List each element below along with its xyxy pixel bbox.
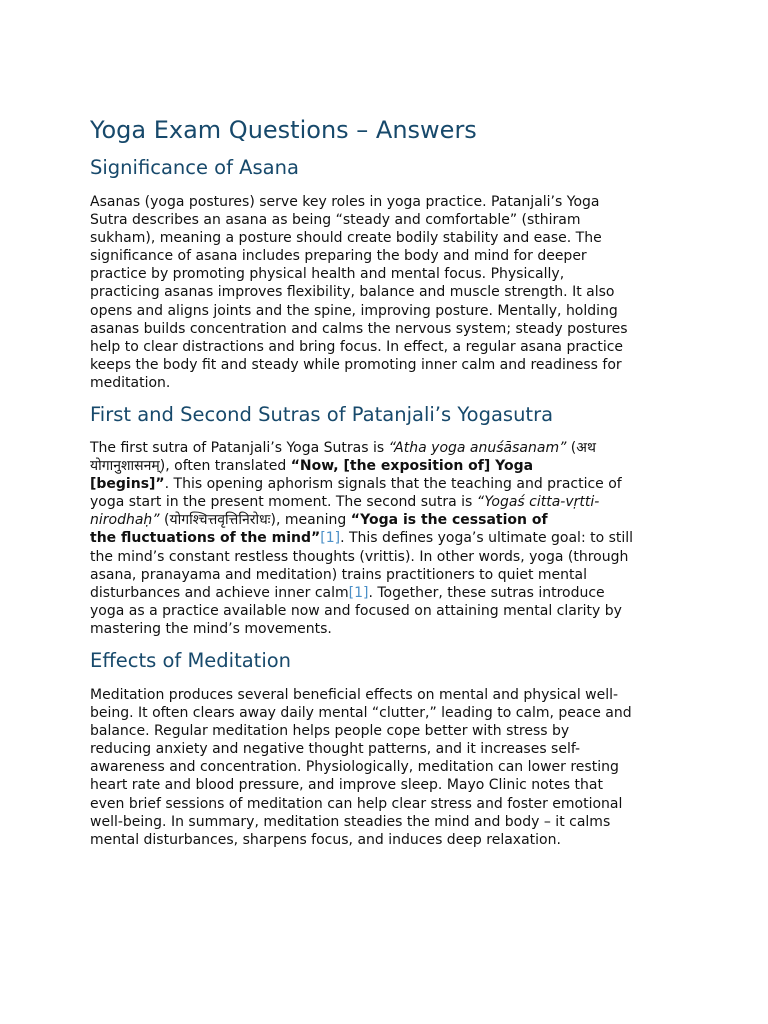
text-run: (योगश्चित्तवृत्तिनिरोधः), meaning [159, 512, 351, 529]
text-line: practice by promoting physical health and mental focus. Physically, [90, 266, 565, 283]
citation-link[interactable]: [1] [320, 530, 341, 547]
translation-bold: “Yoga is the cessation of [350, 512, 548, 529]
text-run: (अथ [566, 440, 596, 456]
translation-bold: “Now, [the exposition of] Yoga [290, 458, 534, 475]
text-line: sukham), meaning a posture should create bodily stability and ease. The [90, 230, 602, 247]
translation-bold: [begins]” [90, 476, 165, 493]
text-line [90, 584, 680, 602]
heading-significance-of-asana: Significance of Asana [90, 156, 299, 179]
citation-link[interactable]: [1] [348, 584, 369, 601]
text-line: yoga as a practice available now and focused on attaining mental clarity by [90, 602, 622, 619]
text-line: reducing anxiety and negative thought patterns, and it increases self- [90, 741, 581, 758]
text-run: योगानुशासनम्), often translated [90, 458, 291, 475]
text-line: mental disturbances, sharpens focus, and induces deep relaxation. [90, 831, 561, 848]
translation-bold: the fluctuations of the mind” [90, 530, 321, 547]
text-line: being. It often clears away daily mental “clutter,” leading to calm, peace and [90, 705, 632, 722]
paragraph-sutras [90, 439, 680, 638]
document-title: Yoga Exam Questions – Answers [90, 116, 477, 144]
text-line [90, 493, 680, 511]
sanskrit-transliteration: “Yogaś citta-vṛtti- [476, 494, 600, 511]
text-line [90, 439, 680, 457]
text-line: Sutra describes an asana as being “steady and comfortable” (sthiram [90, 212, 581, 229]
text-run: yoga start in the present moment. The second sutra is [90, 494, 477, 511]
sanskrit-transliteration: nirodhaḥ” [90, 512, 160, 529]
text-run: . Together, these sutras introduce [368, 584, 605, 601]
text-line: meditation. [90, 374, 171, 391]
text-line: well-being. In summary, meditation steadies the mind and body – it calms [90, 813, 611, 830]
text-line: asana, pranayama and meditation) trains practitioners to quiet mental [90, 566, 587, 583]
text-run: . This defines yoga’s ultimate goal: to still [340, 530, 634, 547]
text-line: the mind’s constant restless thoughts (vrittis). In other words, yoga (through [90, 548, 629, 565]
text-line: Meditation produces several beneficial effects on mental and physical well- [90, 687, 619, 703]
text-line: even brief sessions of meditation can help clear stress and foster emotional [90, 795, 623, 812]
text-line: practicing asanas improves flexibility, balance and muscle strength. It also [90, 284, 615, 301]
text-line: significance of asana includes preparing the body and mind for deeper [90, 248, 587, 265]
text-line: Asanas (yoga postures) serve key roles in yoga practice. Patanjali’s Yoga [90, 194, 600, 210]
text-line: heart rate and blood pressure, and improve sleep. Mayo Clinic notes that [90, 777, 603, 794]
text-line: mastering the mind’s movements. [90, 620, 332, 637]
text-line [90, 475, 680, 493]
text-line: asanas builds concentration and calms the nervous system; steady postures [90, 320, 628, 337]
text-run: The first sutra of Patanjali’s Yoga Sutras is [90, 440, 389, 456]
text-line: keeps the body fit and steady while promoting inner calm and readiness for [90, 356, 622, 373]
text-line: help to clear distractions and bring focus. In effect, a regular asana practice [90, 338, 624, 355]
text-line: balance. Regular meditation helps people cope better with stress by [90, 723, 570, 740]
text-line: awareness and concentration. Physiologically, meditation can lower resting [90, 759, 619, 776]
text-line [90, 529, 680, 547]
text-line [90, 457, 680, 475]
sanskrit-transliteration: “Atha yoga anuśāsanam” [388, 440, 567, 456]
text-line: opens and aligns joints and the spine, improving posture. Mentally, holding [90, 302, 618, 319]
text-run: disturbances and achieve inner calm [90, 584, 349, 601]
text-run: . This opening aphorism signals that the teaching and practice of [164, 476, 622, 493]
paragraph-meditation [90, 686, 680, 849]
text-line [90, 511, 680, 529]
heading-first-and-second-sutras: First and Second Sutras of Patanjali’s Yogasutra [90, 403, 554, 426]
paragraph-asana [90, 193, 680, 392]
heading-effects-of-meditation: Effects of Meditation [90, 649, 292, 672]
